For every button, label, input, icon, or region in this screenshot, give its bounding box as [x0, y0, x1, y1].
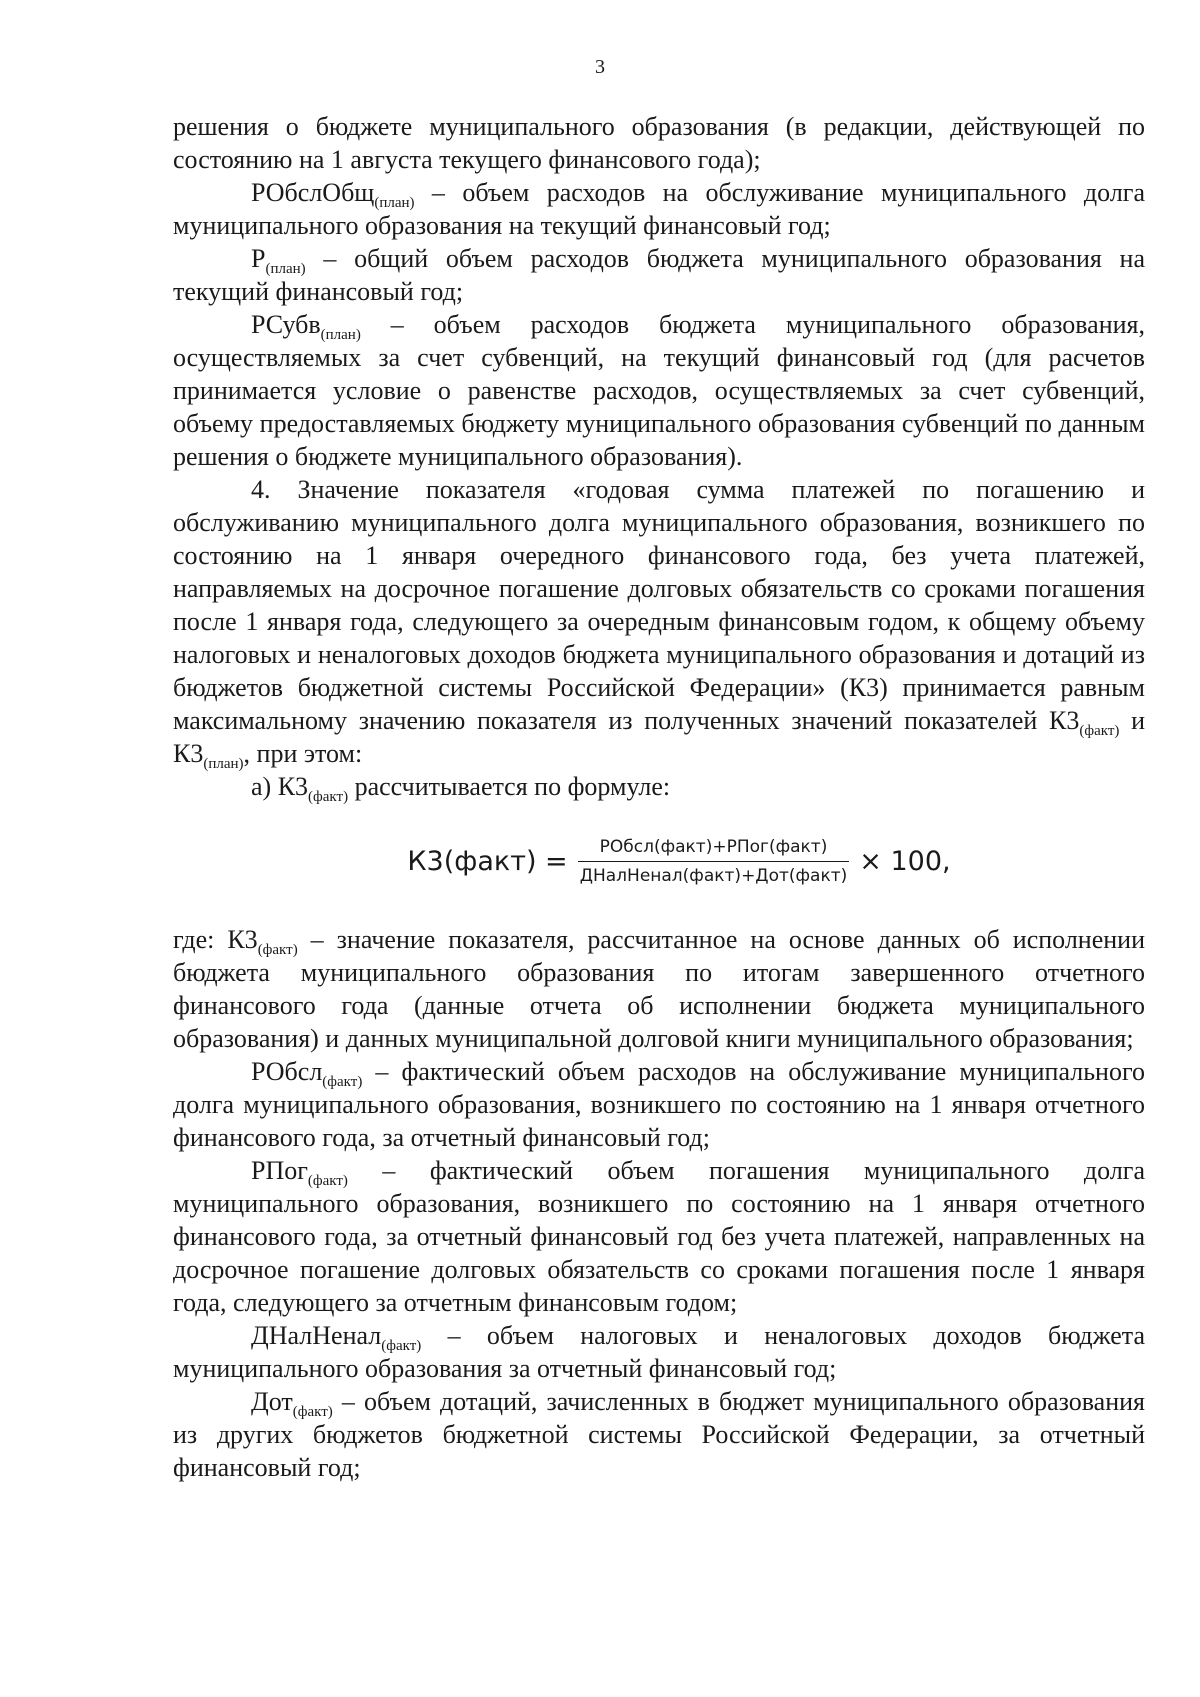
paragraph-text: рассчитывается по формуле: — [348, 772, 671, 801]
page-number: 3 — [595, 56, 605, 78]
term: ДНалНенал — [251, 1321, 382, 1350]
term: К3 — [1049, 706, 1080, 735]
document-body — [173, 110, 1145, 1484]
formula-fraction — [578, 835, 850, 888]
term-subscript: (факт) — [1079, 723, 1120, 739]
term-subscript: (факт) — [381, 1338, 422, 1354]
term: где: К3 — [173, 925, 258, 954]
term-subscript: (факт) — [308, 789, 349, 805]
definition-dot-fakt — [173, 1385, 1145, 1484]
definition-rsubv — [173, 308, 1145, 473]
paragraph-text: решения о бюджете муниципального образования (в редакции, действующей по состоянию на 1 августа текущего финансового года); — [173, 112, 1145, 174]
term: РОбсл — [251, 1057, 323, 1086]
formula-denominator: ДНалНенал(факт)+Дот(факт) — [578, 861, 850, 888]
formula-lhs: К3(факт) = — [407, 845, 568, 877]
term-subscript: (факт) — [322, 1074, 363, 1090]
term: РСубв — [251, 310, 321, 339]
term: а) К3 — [251, 772, 309, 801]
conjunction: и — [1119, 706, 1145, 735]
term: Дот — [251, 1387, 293, 1416]
definition-r-plan — [173, 242, 1145, 308]
term-subscript: (план) — [320, 327, 361, 343]
term-subscript: (факт) — [292, 1404, 333, 1420]
term: РПог — [251, 1156, 308, 1185]
term-subscript: (план) — [203, 756, 244, 772]
paragraph-continuation — [173, 110, 1145, 176]
term-subscript: (план) — [374, 195, 415, 211]
definition-rpog-fakt — [173, 1154, 1145, 1319]
definition-robsl-fakt — [173, 1055, 1145, 1154]
definition-text: – объем расходов на обслуживание муниципального долга муниципального образования на текущий финансовый год; — [173, 178, 1145, 240]
formula-k3-fakt — [173, 803, 1145, 919]
definition-robsl-obshch — [173, 176, 1145, 242]
term: Р — [251, 244, 266, 273]
term-subscript: (факт) — [307, 1173, 348, 1189]
formula-rhs: × 100, — [859, 845, 951, 877]
paragraph-text-end: , при этом: — [243, 739, 363, 768]
definition-text: – фактический объем погашения муниципального долга муниципального образования, возникшего по состоянию на 1 января отчетного финансового года, за отчетный финансовый год без учета платежей, направленных на досрочное погашение долговых обязательств со сроками погашения после 1 января года, следующего за отчетным финансовым годом; — [173, 1156, 1145, 1317]
definition-text: – объем налоговых и неналоговых доходов бюджета муниципального образования за отчетный финансовый год; — [173, 1321, 1145, 1383]
term-subscript: (факт) — [257, 942, 298, 958]
definition-text: – объем расходов бюджета муниципального образования, осуществляемых за счет субвенций, на текущий финансовый год (для расчетов принимается условие о равенстве расходов, осуществляемых за счет субвенций, объему предоставляемых бюджету муниципального образования субвенций по данным решения о бюджете муниципального образования). — [173, 310, 1145, 471]
term: РОбслОбщ — [251, 178, 375, 207]
definition-text: – общий объем расходов бюджета муниципального образования на текущий финансовый год; — [173, 244, 1145, 306]
definition-dnalnenal-fakt — [173, 1319, 1145, 1385]
definition-text: – значение показателя, рассчитанное на основе данных об исполнении бюджета муниципального образования по итогам завершенного отчетного финансового года (данные отчета об исполнении бюджета муниципального образования) и данных муниципальной долговой книги муниципального образования; — [173, 925, 1146, 1053]
definition-text: – фактический объем расходов на обслуживание муниципального долга муниципального образования, возникшего по состоянию на 1 января отчетного финансового года, за отчетный финансовый год; — [173, 1057, 1145, 1152]
paragraph-text: 4. Значение показателя «годовая сумма платежей по погашению и обслуживанию муниципального долга муниципального образования, возникшего по состоянию на 1 января очередного финансового года, без учета платежей, направляемых на досрочное погашение долговых обязательств со сроками погашения после 1 января года, следующего за очередным финансовым годом, к общему объему налоговых и неналоговых доходов бюджета муниципального образования и дотаций из бюджетов бюджетной системы Российской Федерации» (К3) принимается равным максимальному значению показателя из полученных значений показателей — [173, 475, 1145, 735]
definition-k3-fakt — [173, 923, 1145, 1055]
definition-text: – объем дотаций, зачисленных в бюджет муниципального образования из других бюджетов бюджетной системы Российской Федерации, за отчетный финансовый год; — [173, 1387, 1145, 1482]
paragraph-item-4 — [173, 473, 1145, 770]
paragraph-subitem-a — [173, 770, 1145, 803]
term-subscript: (план) — [265, 261, 306, 277]
formula-numerator: РОбсл(факт)+РПог(факт) — [599, 836, 828, 857]
term: К3 — [173, 739, 204, 768]
